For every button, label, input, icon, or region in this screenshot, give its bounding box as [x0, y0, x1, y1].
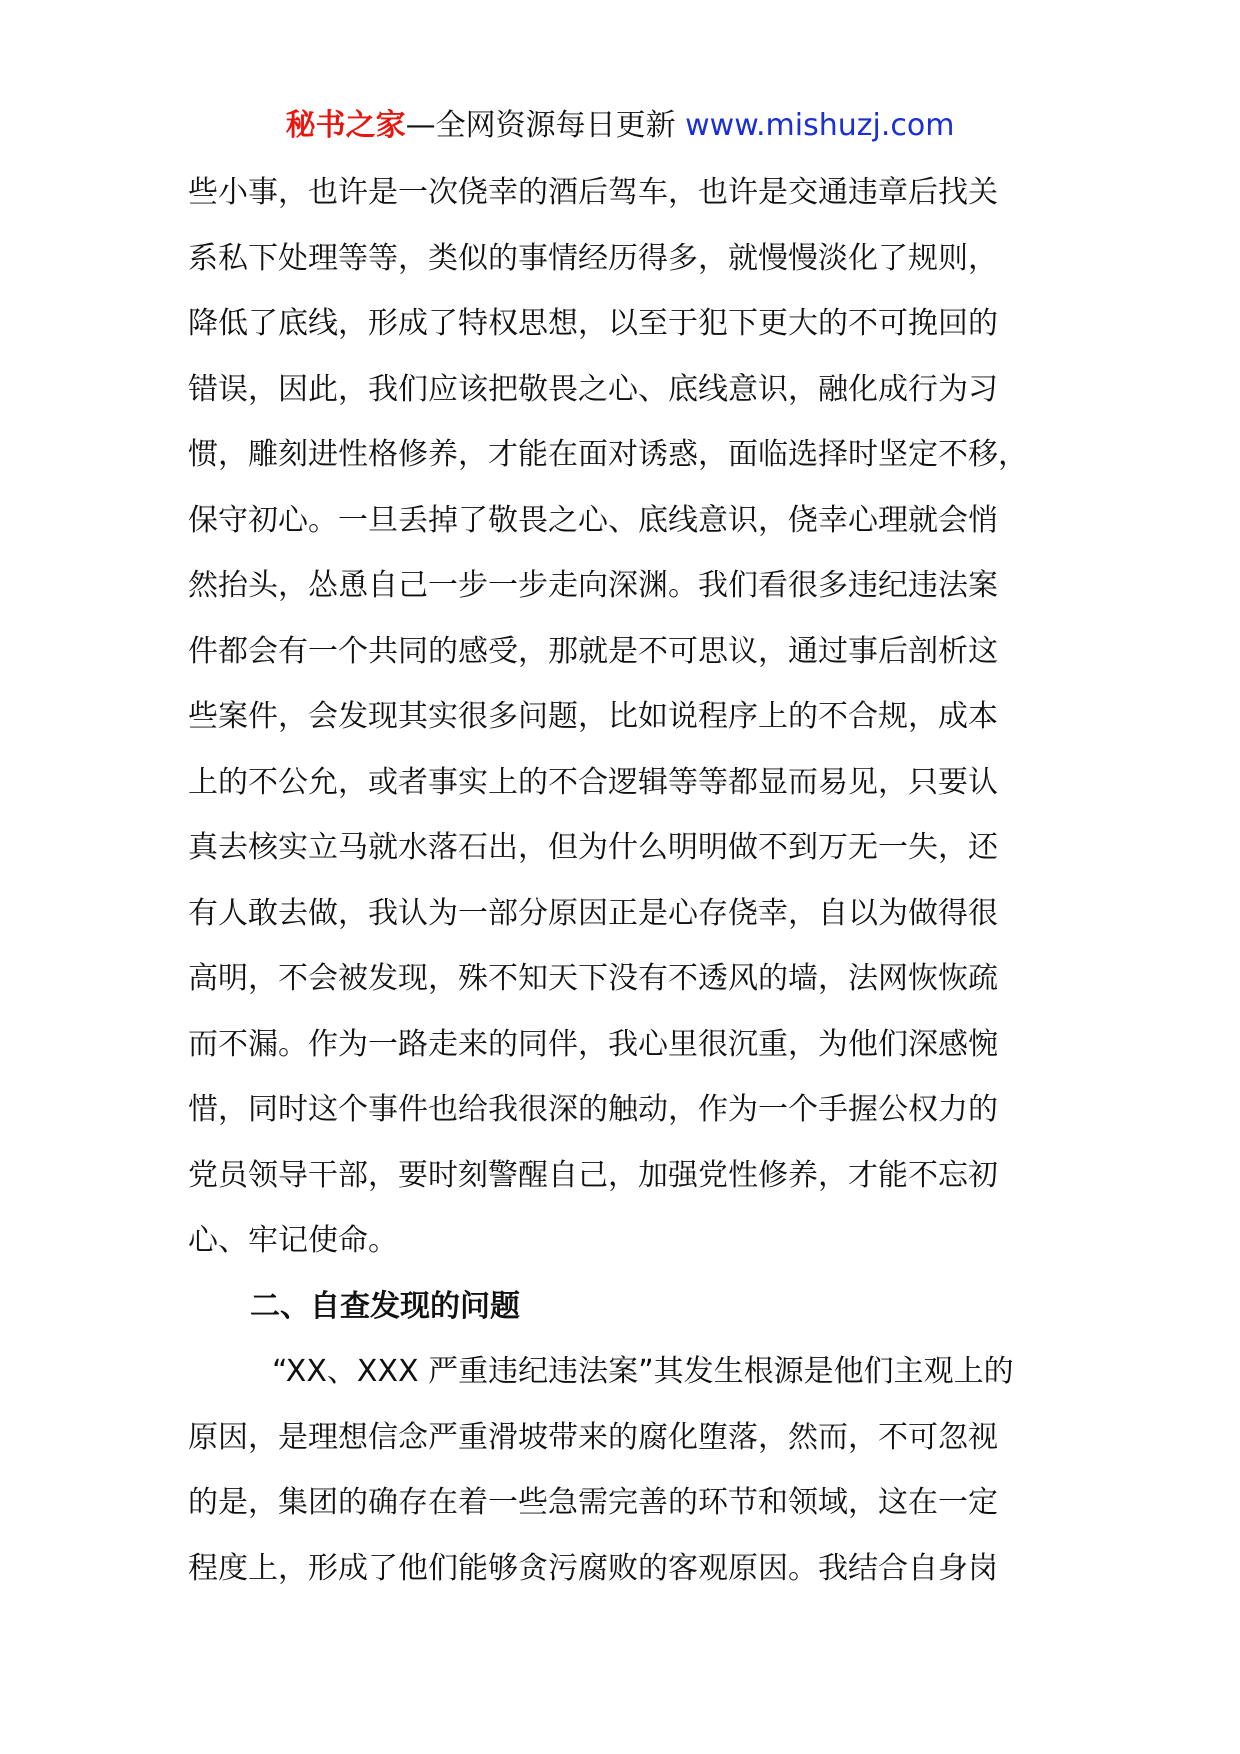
text-line: 些小事，也许是一次侥幸的酒后驾车，也许是交通违章后找关 [188, 175, 998, 210]
text-line: 心、牢记使命。 [188, 1223, 398, 1258]
text-line: 然抬头，怂恿自己一步一步走向深渊。我们看很多违纪违法案 [188, 568, 998, 603]
text-line: 高明，不会被发现，殊不知天下没有不透风的墙，法网恢恢疏 [188, 961, 998, 996]
text-line: 惯，雕刻进性格修养，才能在面对诱惑，面临选择时坚定不移， [188, 437, 1028, 472]
text-line: 保守初心。一旦丢掉了敬畏之心、底线意识，侥幸心理就会悄 [188, 502, 998, 538]
body-text [188, 160, 1088, 1601]
text-line: “XX、XXX 严重违纪违法案”其发生根源是他们主观上的 [272, 1354, 1014, 1389]
watermark-header [0, 104, 1240, 148]
text-line: 有人敢去做，我认为一部分原因正是心存侥幸，自以为做得很 [188, 895, 998, 931]
text-line: 程度上，形成了他们能够贪污腐败的客观原因。我结合自身岗 [188, 1550, 998, 1586]
text-line: 件都会有一个共同的感受，那就是不可思议，通过事后剖析这 [188, 633, 998, 669]
text-line: 降低了底线，形成了特权思想，以至于犯下更大的不可挽回的 [188, 306, 998, 341]
text-line: 惜，同时这个事件也给我很深的触动，作为一个手握公权力的 [188, 1092, 998, 1127]
text-line: 的是，集团的确存在着一些急需完善的环节和领域，这在一定 [188, 1485, 998, 1520]
text-line: 原因，是理想信念严重滑坡带来的腐化堕落，然而，不可忽视 [188, 1419, 998, 1455]
text-line: 系私下处理等等，类似的事情经历得多，就慢慢淡化了规则， [188, 240, 998, 276]
text-line: 党员领导干部，要时刻警醒自己，加强党性修养，才能不忘初 [188, 1157, 998, 1193]
header-tagline: —全网资源每日更新 [405, 108, 686, 143]
text-line: 而不漏。作为一路走来的同伴，我心里很沉重，为他们深感惋 [188, 1026, 998, 1062]
header-url[interactable]: www.mishuzj.com [685, 108, 955, 143]
section-heading: 二、自查发现的问题 [250, 1288, 520, 1324]
text-line: 真去核实立马就水落石出，但为什么明明做不到万无一失，还 [188, 830, 998, 865]
text-line: 些案件，会发现其实很多问题，比如说程序上的不合规，成本 [188, 699, 998, 734]
text-line: 上的不公允，或者事实上的不合逻辑等等都显而易见，只要认 [188, 764, 998, 800]
brand-name: 秘书之家 [285, 108, 406, 143]
text-line: 错误，因此，我们应该把敬畏之心、底线意识，融化成行为习 [188, 371, 998, 407]
